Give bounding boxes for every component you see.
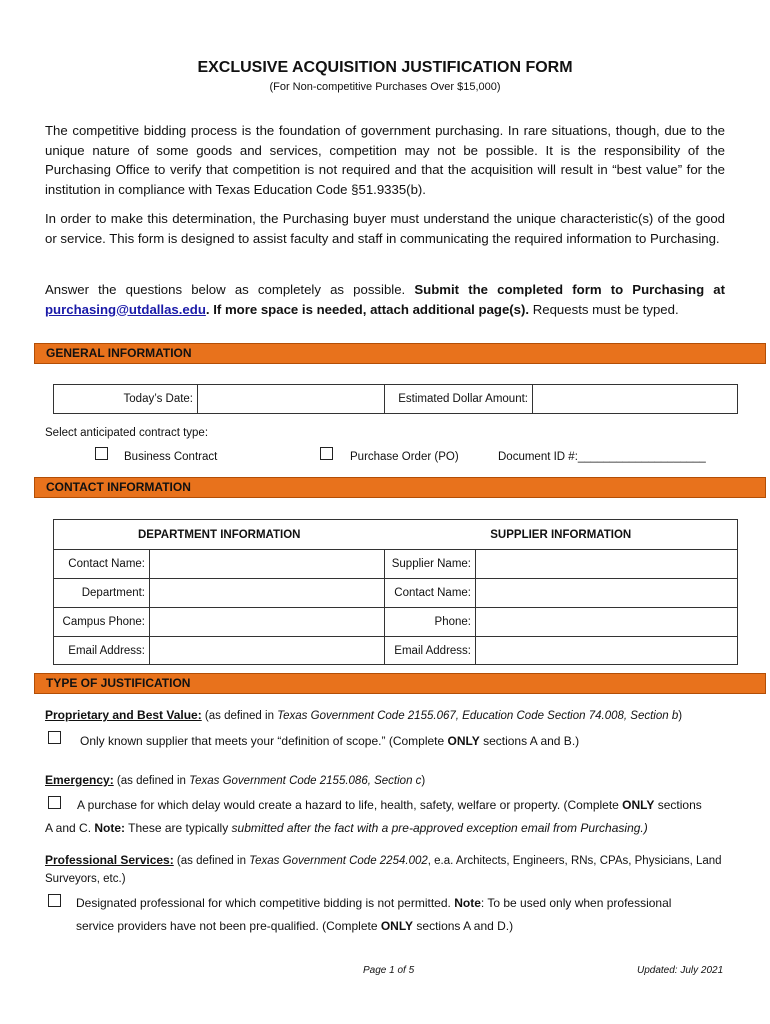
date-label: Today’s Date: [54, 385, 198, 414]
emergency-title: Emergency: [45, 773, 114, 787]
page-number: Page 1 of 5 [363, 965, 415, 976]
purchase-order-label: Purchase Order (PO) [350, 451, 459, 463]
type-of-justification-header: TYPE OF JUSTIFICATION [34, 673, 766, 694]
general-information-header: GENERAL INFORMATION [34, 343, 766, 364]
proprietary-sections-text: sections A and B.) [479, 734, 580, 748]
intro-paragraph-1: The competitive bidding process is the foundation of government purchasing. In rare situations, though, due to the unique nature of some goods and services, competition may not be possible. It is the responsibility of the Purchasing Office to verify that competition is not required and that the acquisition will result in “best value” for the institution in compliance with Texas Education Code §51.9335(b). [45, 123, 725, 197]
supplier-contact-name-label: Contact Name: [385, 579, 476, 608]
submit-instruction: Submit the completed form to Purchasing at [414, 282, 725, 297]
emergency-def-text: (as defined in [113, 775, 190, 787]
proprietary-option [80, 730, 579, 752]
proprietary-option-text: Only known supplier that meets your “definition of scope.” (Complete [80, 734, 448, 748]
dept-contact-name-label: Contact Name: [54, 550, 150, 579]
emergency-note-label: Note: [94, 821, 126, 835]
supplier-phone-field[interactable] [476, 608, 738, 637]
ps-def-examples: , e.a. Architects, Engineers, RNs, CPAs, Physicians, Land [427, 855, 722, 867]
proprietary-definition [45, 704, 682, 727]
amount-field[interactable] [533, 385, 738, 414]
emergency-definition [45, 769, 425, 792]
campus-phone-label: Campus Phone: [54, 608, 150, 637]
intro-paragraph-2: In order to make this determination, the Purchasing buyer must understand the unique characteristic(s) of the good or service. This form is designed to assist faculty and staff in communicating the required information to Purchasing. [45, 211, 725, 246]
supplier-phone-label: Phone: [385, 608, 476, 637]
form-subtitle: (For Non-competitive Purchases Over $15,000) [269, 81, 501, 93]
business-contract-label: Business Contract [124, 451, 218, 463]
emergency-def-reference: Texas Government Code 2155.086, Section c [189, 775, 422, 787]
emergency-only-text: ONLY [622, 798, 655, 812]
proprietary-def-text: (as defined in [201, 710, 278, 722]
campus-phone-field[interactable] [150, 608, 385, 637]
ps-sections-text: sections A and D.) [413, 919, 514, 933]
supplier-email-field[interactable] [476, 637, 738, 665]
emergency-note-italic: submitted after the fact with a pre-approved exception email from Purchasing.) [231, 821, 648, 835]
ps-def-examples-continued: Surveyors, etc.) [45, 873, 126, 885]
professional-services-definition [45, 852, 735, 888]
form-title: EXCLUSIVE ACQUISITION JUSTIFICATION FORM [197, 59, 573, 76]
proprietary-only-text: ONLY [447, 734, 480, 748]
ps-note-text: : To be used only when professional [480, 896, 672, 910]
proprietary-def-close: ) [678, 710, 683, 722]
professional-services-option [76, 892, 671, 914]
ps-only-text: ONLY [380, 919, 414, 933]
business-contract-checkbox[interactable] [95, 447, 108, 460]
emergency-option-text: A purchase for which delay would create a hazard to life, health, safety, welfare or property. (Complete [77, 798, 623, 812]
professional-services-checkbox[interactable] [48, 894, 61, 907]
typed-note: Requests must be typed. [529, 301, 679, 317]
department-field[interactable] [150, 579, 385, 608]
professional-services-option-continued [76, 915, 513, 937]
ps-def-reference: Texas Government Code 2254.002 [249, 855, 428, 867]
emergency-checkbox[interactable] [48, 796, 61, 809]
document-id-field[interactable]: Document ID #:____________________ [498, 451, 706, 463]
department-label: Department: [54, 579, 150, 608]
general-info-table [53, 384, 738, 414]
ps-option-continued-text: service providers have not been pre-qualified. (Complete [76, 919, 381, 933]
contact-info-table [53, 519, 738, 665]
proprietary-checkbox[interactable] [48, 731, 61, 744]
emergency-def-close: ) [421, 775, 426, 787]
contact-information-header: CONTACT INFORMATION [34, 477, 766, 498]
supplier-contact-name-field[interactable] [476, 579, 738, 608]
emergency-note-text: These are typically [125, 821, 232, 835]
professional-services-title: Professional Services: [45, 853, 174, 867]
dept-contact-name-field[interactable] [150, 550, 385, 579]
contract-type-prompt: Select anticipated contract type: [45, 427, 209, 439]
purchase-order-checkbox[interactable] [320, 447, 333, 460]
amount-label: Estimated Dollar Amount: [385, 385, 533, 414]
supplier-name-field[interactable] [476, 550, 738, 579]
date-field[interactable] [198, 385, 385, 414]
emergency-sections-text: sections [654, 798, 702, 812]
supplier-information-header: SUPPLIER INFORMATION [385, 520, 738, 550]
proprietary-def-reference: Texas Government Code 2155.067, Education Code Section 74.008, Section b [277, 710, 679, 722]
instructions-text: Answer the questions below as completely as possible. [45, 282, 415, 297]
supplier-name-label: Supplier Name: [385, 550, 476, 579]
dept-email-field[interactable] [150, 637, 385, 665]
intro-paragraph-3 [45, 280, 725, 319]
supplier-email-label: Email Address: [385, 637, 476, 665]
ps-option-text: Designated professional for which competitive bidding is not permitted. [76, 896, 455, 910]
department-information-header: DEPARTMENT INFORMATION [54, 520, 385, 550]
emergency-option [77, 794, 702, 816]
proprietary-title: Proprietary and Best Value: [45, 708, 202, 722]
ps-note-label: Note [454, 896, 481, 910]
updated-date: Updated: July 2021 [637, 965, 724, 976]
dept-email-label: Email Address: [54, 637, 150, 665]
extra-pages-note: . If more space is needed, attach additional page(s). [205, 301, 530, 317]
purchasing-email-link[interactable]: purchasing@utdallas.edu [45, 301, 206, 317]
ps-def-text: (as defined in [173, 855, 250, 867]
emergency-option-continued [45, 817, 648, 839]
emergency-sections-ac: A and C. [45, 821, 95, 835]
